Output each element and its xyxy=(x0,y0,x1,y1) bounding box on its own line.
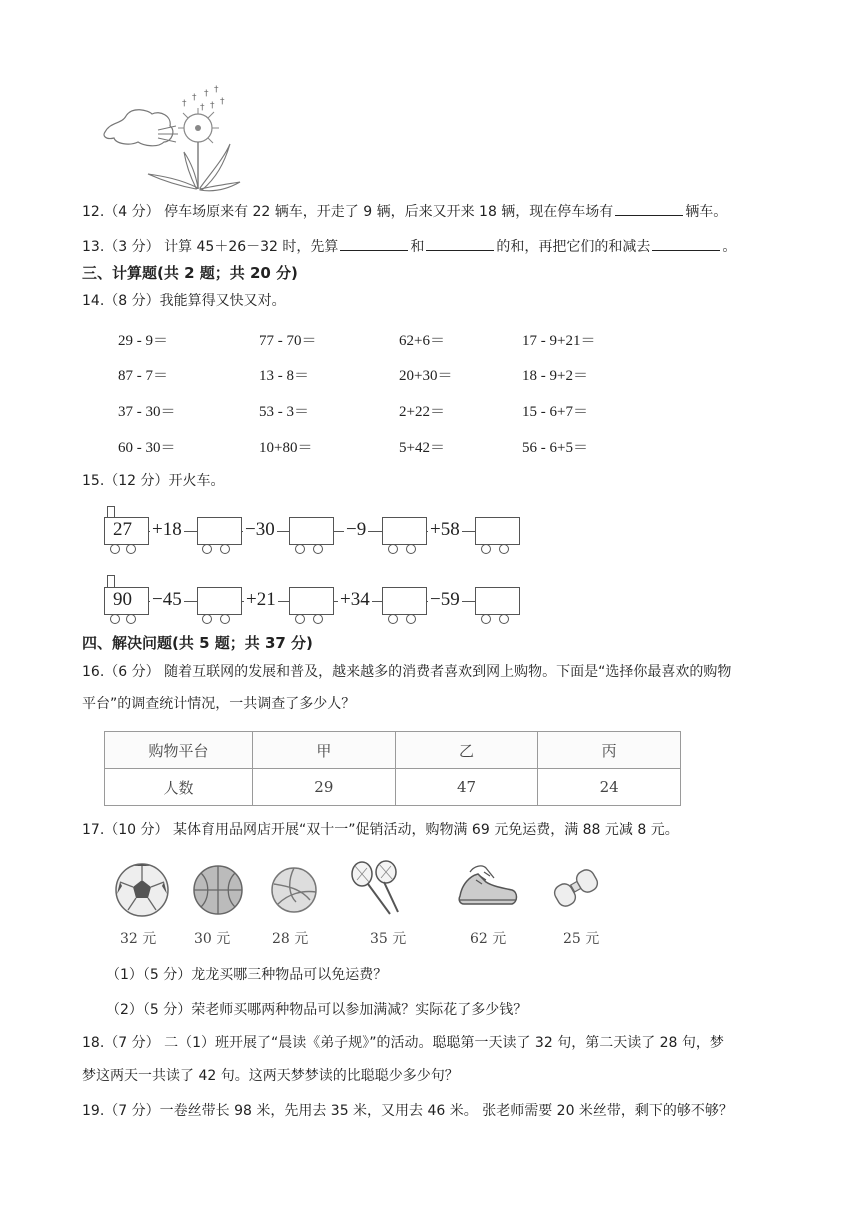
train-2-car-answer[interactable] xyxy=(289,587,334,615)
q13-text-2: 和 xyxy=(410,239,425,255)
table-cell: 乙 xyxy=(395,732,538,769)
q13-text-1: 13.（3 分） 计算 45＋26－32 时，先算 xyxy=(82,239,339,255)
shopping-platform-table xyxy=(104,731,681,806)
table-cell: 丙 xyxy=(538,732,681,769)
train-1-car-answer[interactable] xyxy=(475,517,520,545)
table-header-row xyxy=(105,732,681,769)
q13-blank-1[interactable] xyxy=(340,236,408,251)
price-label: 25 元 xyxy=(563,931,600,947)
table-cell: 47 xyxy=(395,769,538,806)
price-label: 35 元 xyxy=(370,931,407,947)
calc-item: 18 - 9+2＝ xyxy=(522,368,588,384)
train-2-op: +34 xyxy=(340,589,370,610)
svg-text:†: † xyxy=(214,85,219,95)
calc-item: 15 - 6+7＝ xyxy=(522,404,588,420)
train-1-op: −9 xyxy=(346,519,367,540)
train-2-car-answer[interactable] xyxy=(475,587,520,615)
svg-text:†: † xyxy=(200,103,205,113)
train-2-car-answer[interactable] xyxy=(197,587,242,615)
svg-text:†: † xyxy=(210,101,215,111)
table-cell: 24 xyxy=(538,769,681,806)
question-18-line-2: 梦这两天一共读了 42 句。这两天梦梦读的比聪聪少多少句？ xyxy=(82,1068,459,1084)
calc-item: 29 - 9＝ xyxy=(118,333,168,349)
price-label: 32 元 xyxy=(120,931,157,947)
question-13 xyxy=(82,236,736,257)
basketball-icon xyxy=(192,864,244,916)
calc-item: 87 - 7＝ xyxy=(118,368,168,384)
calc-item: 13 - 8＝ xyxy=(259,368,309,384)
table-cell: 甲 xyxy=(253,732,396,769)
q13-text-3: 的和，再把它们的和减去 xyxy=(496,239,651,255)
dumbbell-icon xyxy=(552,866,602,916)
calc-item: 56 - 6+5＝ xyxy=(522,440,588,456)
train-1-start-value: 27 xyxy=(113,519,132,540)
table-cell: 人数 xyxy=(105,769,253,806)
q13-text-4: 。 xyxy=(722,239,737,255)
volleyball-icon xyxy=(270,866,318,914)
train-2-start-value: 90 xyxy=(113,589,132,610)
calc-item: 60 - 30＝ xyxy=(118,440,176,456)
train-2-op: −45 xyxy=(152,589,182,610)
train-1-car-answer[interactable] xyxy=(197,517,242,545)
section-3-heading: 三、计算题(共 2 题；共 20 分) xyxy=(82,264,298,282)
badminton-rackets-icon xyxy=(346,860,406,918)
price-label: 28 元 xyxy=(272,931,309,947)
calc-item: 77 - 70＝ xyxy=(259,333,317,349)
price-label: 30 元 xyxy=(194,931,231,947)
table-cell: 购物平台 xyxy=(105,732,253,769)
calc-item: 2+22＝ xyxy=(399,404,445,420)
q12-text: 12.（4 分） 停车场原来有 22 辆车，开走了 9 辆，后来又开来 18 辆，现在停车场有 xyxy=(82,204,614,220)
calc-item: 53 - 3＝ xyxy=(259,404,309,420)
question-12 xyxy=(82,201,727,222)
calc-item: 20+30＝ xyxy=(399,368,453,384)
train-1-op: −30 xyxy=(245,519,275,540)
table-cell: 29 xyxy=(253,769,396,806)
section-4-heading: 四、解决问题(共 5 题；共 37 分) xyxy=(82,634,313,652)
calc-item: 17 - 9+21＝ xyxy=(522,333,596,349)
price-label: 62 元 xyxy=(470,931,507,947)
question-16-line-2: 平台”的调查统计情况，一共调查了多少人？ xyxy=(82,696,356,712)
train-2-op: −59 xyxy=(430,589,460,610)
table-row xyxy=(105,769,681,806)
sneakers-icon xyxy=(456,862,520,916)
q13-blank-2[interactable] xyxy=(426,236,494,251)
q13-blank-3[interactable] xyxy=(652,236,720,251)
calc-item: 5+42＝ xyxy=(399,440,445,456)
train-2-op: +21 xyxy=(246,589,276,610)
calc-item: 10+80＝ xyxy=(259,440,313,456)
q12-suffix: 辆车。 xyxy=(685,204,728,220)
question-17-sub-1: （1）（5 分）龙龙买哪三种物品可以免运费？ xyxy=(106,967,388,983)
train-1-op: +18 xyxy=(152,519,182,540)
svg-text:†: † xyxy=(220,97,225,107)
svg-text:†: † xyxy=(182,99,187,109)
question-17-title: 17.（10 分） 某体育用品网店开展“双十一”促销活动，购物满 69 元免运费，满 88 元减 8 元。 xyxy=(82,822,679,838)
train-1-op: +58 xyxy=(430,519,460,540)
train-1-car-answer[interactable] xyxy=(289,517,334,545)
train-2-car-answer[interactable] xyxy=(382,587,427,615)
question-18-line-1: 18.（7 分） 二（1）班开展了“晨读《弟子规》”的活动。聪聪第一天读了 32 句，第二天读了 28 句，梦 xyxy=(82,1035,724,1051)
q12-answer-blank[interactable] xyxy=(615,201,683,216)
question-16-line-1: 16.（6 分） 随着互联网的发展和普及，越来越多的消费者喜欢到网上购物。下面是“选择你最喜欢的购物 xyxy=(82,664,732,680)
svg-text:†: † xyxy=(204,89,209,99)
question-17-sub-2: （2）（5 分）荣老师买哪两种物品可以参加满减？实际花了多少钱？ xyxy=(106,1002,528,1018)
svg-text:†: † xyxy=(192,93,197,103)
question-14-title: 14.（8 分）我能算得又快又对。 xyxy=(82,293,286,309)
train-1-car-answer[interactable] xyxy=(382,517,427,545)
calc-item: 62+6＝ xyxy=(399,333,445,349)
question-19: 19.（7 分）一卷丝带长 98 米，先用去 35 米，又用去 46 米。 张老师需要 20 米丝带，剩下的够不够？ xyxy=(82,1103,733,1119)
calc-item: 37 - 30＝ xyxy=(118,404,176,420)
question-15-title: 15.（12 分）开火车。 xyxy=(82,473,225,489)
dandelion-illustration-icon xyxy=(100,84,250,194)
soccer-ball-icon xyxy=(114,862,170,918)
